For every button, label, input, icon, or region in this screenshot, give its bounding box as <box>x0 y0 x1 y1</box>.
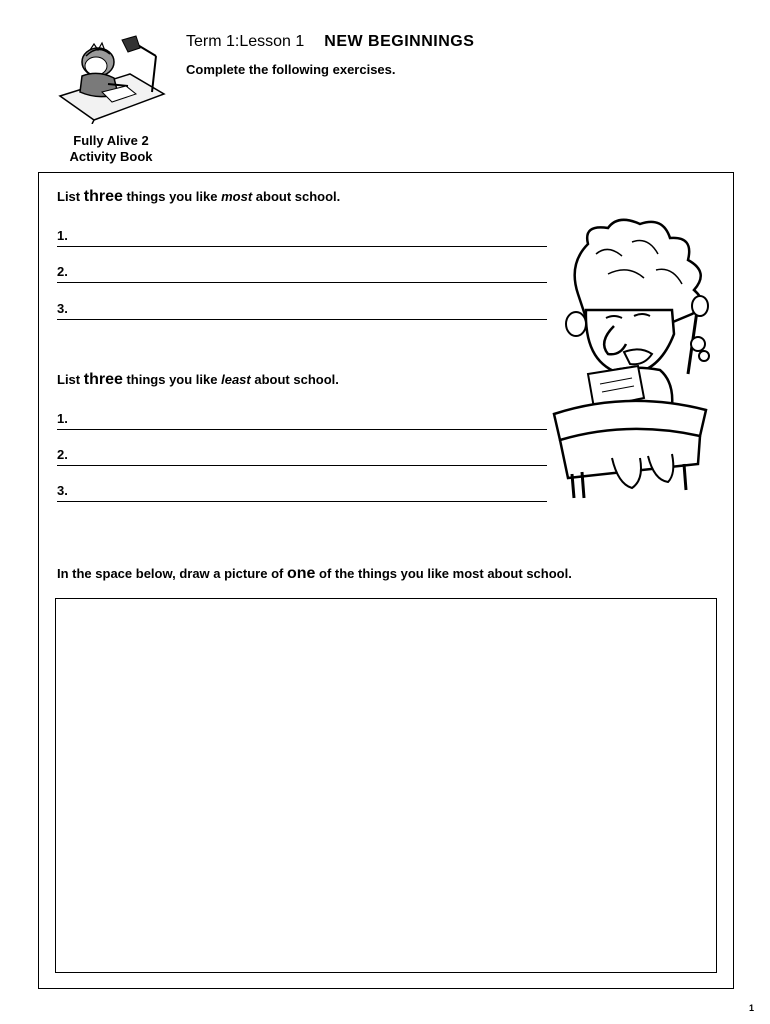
prompt-suffix: of the things you like most about school. <box>315 566 572 581</box>
prompt-like-most <box>57 188 340 206</box>
lesson-name: NEW BEGINNINGS <box>324 33 475 50</box>
prompt-qualifier: most <box>221 189 253 204</box>
prompt-emphasis: one <box>286 565 316 582</box>
line-number: 1. <box>57 228 68 243</box>
book-label <box>50 133 172 165</box>
answer-line-most-1[interactable] <box>57 228 547 247</box>
answer-line-least-1[interactable] <box>57 411 547 430</box>
answer-line-most-2[interactable] <box>57 264 547 283</box>
answer-line-least-3[interactable] <box>57 483 547 502</box>
prompt-draw-picture <box>57 565 572 583</box>
book-title: Fully Alive 2 <box>73 133 149 148</box>
answer-line-most-3[interactable] <box>57 301 547 320</box>
line-number: 2. <box>57 447 68 462</box>
student-reading-at-desk-illustration <box>548 214 718 504</box>
drawing-area[interactable] <box>55 598 717 973</box>
student-at-desk-logo-icon <box>52 34 170 124</box>
line-number: 2. <box>57 264 68 279</box>
prompt-prefix: In the space below, draw a picture of <box>57 566 287 581</box>
instructions: Complete the following exercises. <box>186 62 396 77</box>
prompt-suffix: about school. <box>252 189 341 204</box>
prompt-prefix: List <box>57 372 84 387</box>
page-title <box>186 32 474 52</box>
prompt-suffix: about school. <box>250 372 339 387</box>
line-number: 3. <box>57 483 68 498</box>
lesson-number: Term 1:Lesson 1 <box>186 33 305 50</box>
prompt-like-least <box>57 371 339 389</box>
line-number: 1. <box>57 411 68 426</box>
answer-line-least-2[interactable] <box>57 447 547 466</box>
book-subtitle: Activity Book <box>69 149 153 164</box>
prompt-emphasis: three <box>83 188 123 205</box>
line-number: 3. <box>57 301 68 316</box>
page-number: 1 <box>749 1003 755 1013</box>
prompt-emphasis: three <box>83 371 123 388</box>
prompt-prefix: List <box>57 189 84 204</box>
prompt-middle: things you like <box>122 189 222 204</box>
prompt-middle: things you like <box>122 372 222 387</box>
prompt-qualifier: least <box>221 372 251 387</box>
